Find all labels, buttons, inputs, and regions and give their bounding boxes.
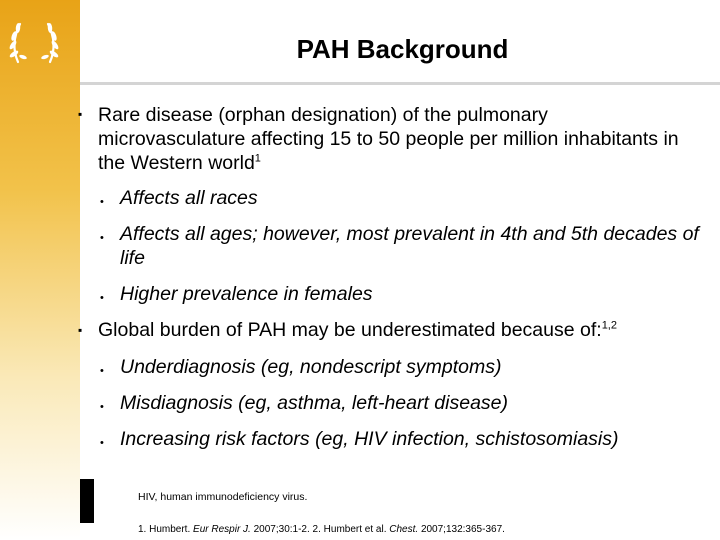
dot-bullet-icon: •	[100, 292, 104, 304]
square-bullet-icon: ▪	[78, 323, 83, 337]
bullet-1-body: Rare disease (orphan designation) of the pulmonary microvasculature affecting 15 to 50 people per million inhabitants in the Western world	[98, 104, 679, 174]
sub-bullet-1-3: Higher prevalence in females	[120, 283, 373, 305]
dot-bullet-icon: •	[100, 232, 104, 244]
title-divider	[80, 82, 720, 85]
sub-bullet-2-2: Misdiagnosis (eg, asthma, left-heart disease)	[120, 392, 509, 414]
ref-1-journal: Eur Respir J.	[193, 524, 251, 535]
dot-bullet-icon: •	[100, 196, 104, 208]
bullet-2-body: Global burden of PAH may be underestimated because of:	[98, 319, 602, 341]
sub-bullet-1-2: Affects all ages; however, most prevalent in 4th and 5th decades of life	[120, 223, 699, 269]
ref-1-author: 1. Humbert.	[138, 524, 191, 535]
ref-1-citation: 2007;30:1-2. 2. Humbert et al.	[253, 524, 387, 535]
bullet-1-citation: 1	[254, 152, 261, 165]
dot-bullet-icon: •	[100, 365, 104, 377]
sub-bullet-2-1: Underdiagnosis (eg, nondescript symptoms)	[120, 356, 502, 378]
dot-bullet-icon: •	[100, 401, 104, 413]
dot-bullet-icon: •	[100, 437, 104, 449]
sub-bullet-1-1: Affects all races	[120, 187, 258, 209]
bullet-2-citation: 1,2	[601, 319, 617, 332]
ref-2-journal: Chest.	[389, 524, 419, 535]
abbreviation-footnote: HIV, human immunodeficiency virus.	[138, 491, 308, 503]
laurel-wreath-icon	[6, 10, 62, 70]
ref-2-citation: 2007;132:365-367.	[420, 524, 505, 535]
sub-bullet-2-3: Increasing risk factors (eg, HIV infection, schistosomiasis)	[120, 428, 619, 450]
footer-accent-bar	[80, 479, 94, 523]
bullet-2-text	[98, 318, 698, 342]
sidebar-gradient	[0, 0, 83, 540]
square-bullet-icon: ▪	[78, 107, 83, 121]
bullet-1-text	[98, 103, 698, 175]
slide-title: PAH Background	[296, 34, 509, 64]
references-footnote	[138, 524, 505, 535]
